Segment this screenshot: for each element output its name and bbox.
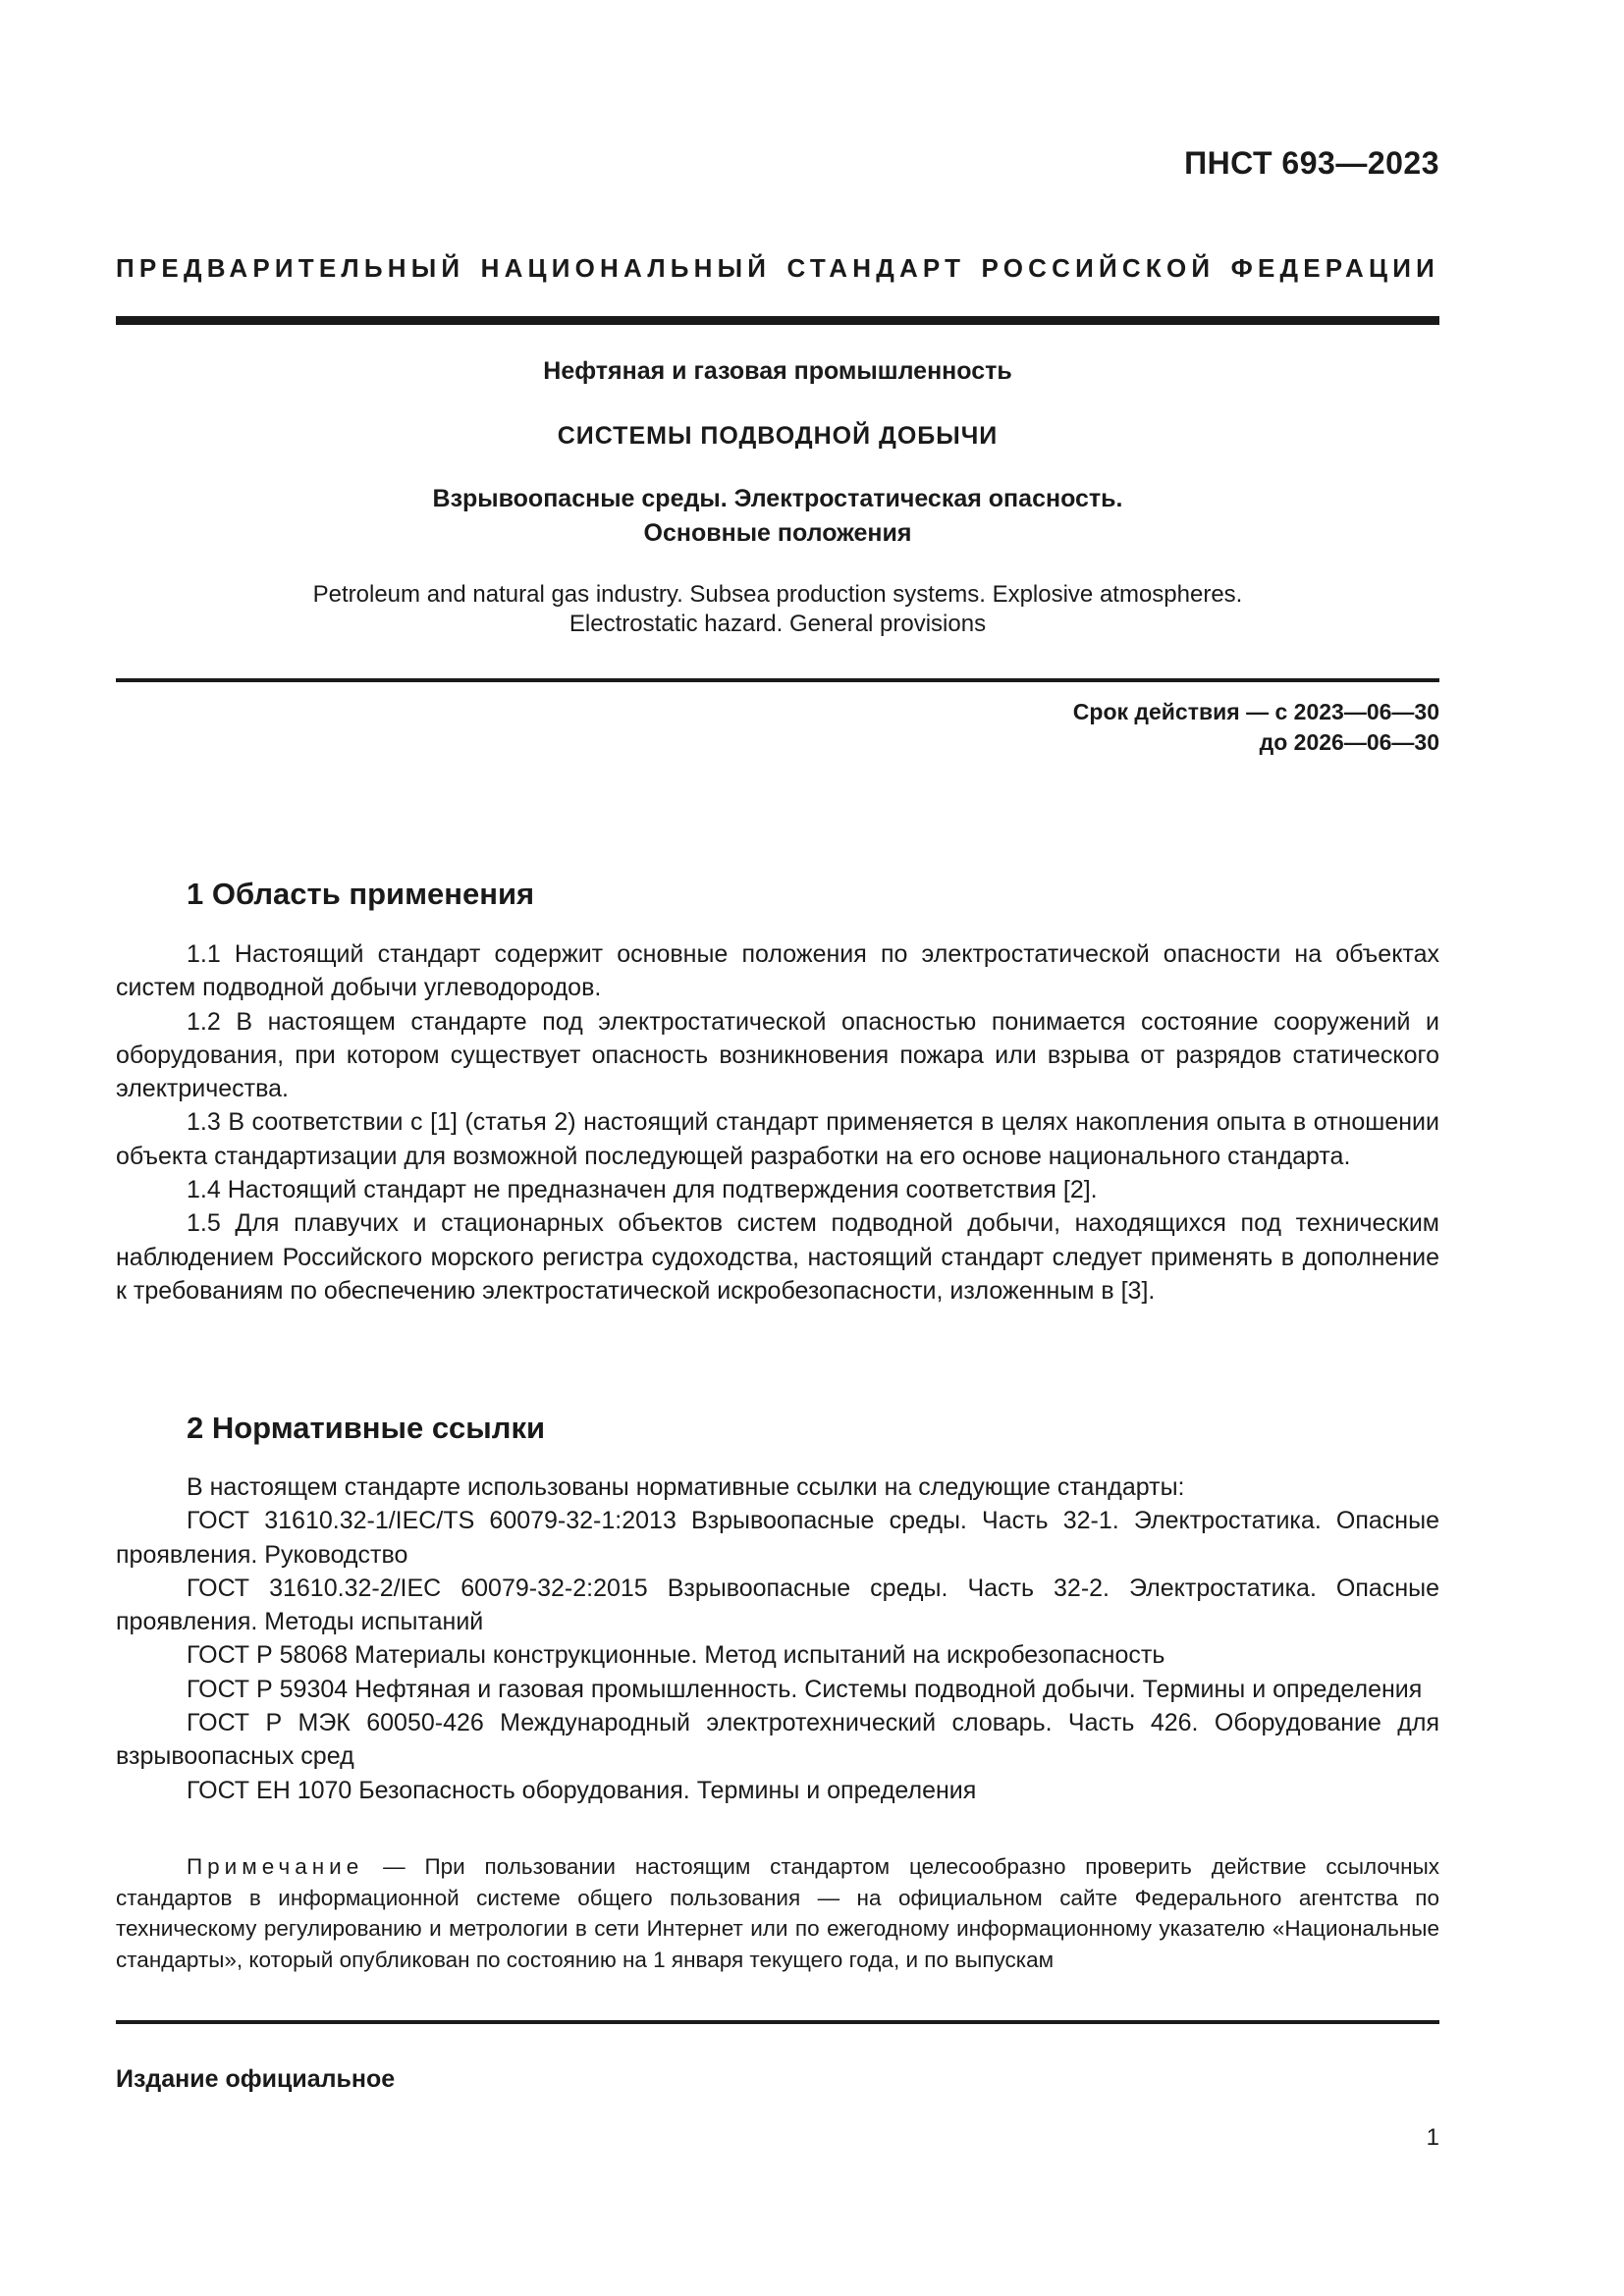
- paragraph-1-5: 1.5 Для плавучих и стационарных объектов систем подводной добычи, находящихся под техническим наблюдением Российского морского регистра судоходства, настоящий стандарт следует применять в дополнение к требованиям по обеспечению электростатической искробезопасности, изложенным в [3].: [116, 1209, 1439, 1305]
- edition-label: Издание официальное: [116, 2065, 396, 2093]
- normative-intro: В настоящем стандарте использованы нормативные ссылки на следующие стандарты:: [187, 1473, 1185, 1501]
- header-divider: [116, 316, 1439, 325]
- standard-type-header: ПРЕДВАРИТЕЛЬНЫЙ НАЦИОНАЛЬНЫЙ СТАНДАРТ РОССИЙСКОЙ ФЕДЕРАЦИИ: [116, 253, 1439, 283]
- industry-title: Нефтяная и газовая промышленность: [543, 357, 1012, 385]
- document-subtitle-line1: Взрывоопасные среды. Электростатическая опасность.: [432, 485, 1123, 512]
- validity-to: до 2026—06—30: [1259, 729, 1439, 755]
- title-divider: [116, 678, 1439, 682]
- paragraph-1-2: 1.2 В настоящем стандарте под электростатической опасностью понимается состояние сооружений и оборудования, при котором существует опасность возникновения пожара или взрыва от разрядов статического электричества.: [116, 1007, 1439, 1103]
- document-main-title: СИСТЕМЫ ПОДВОДНОЙ ДОБЫЧИ: [557, 422, 999, 450]
- validity-from: Срок действия — с 2023—06—30: [1072, 699, 1439, 724]
- english-title-line1: Petroleum and natural gas industry. Subsea production systems. Explosive atmospheres.: [312, 581, 1243, 608]
- note-label: Примечание: [187, 1854, 364, 1879]
- paragraph-1-4: 1.4 Настоящий стандарт не предназначен для подтверждения соответствия [2].: [187, 1176, 1098, 1204]
- normative-ref: ГОСТ Р 58068 Материалы конструкционные. Метод испытаний на искробезопасность: [187, 1641, 1165, 1670]
- section-2-title: 2 Нормативные ссылки: [187, 1411, 546, 1445]
- note-text: — При пользовании настоящим стандартом целесообразно проверить действие ссылочных стандартов в информационной системе общего пользования — на официальном сайте Федерального агентства по техническому регулированию и метрологии в сети Интернет или по ежегодному информационному указателю «Национальные стандарты», который опубликован по состоянию на 1 января текущего года, и по выпускам: [116, 1854, 1439, 1972]
- standard-code: ПНСТ 693—2023: [1184, 145, 1439, 181]
- normative-ref: ГОСТ Р МЭК 60050-426 Международный электротехнический словарь. Часть 426. Оборудование для взрывоопасных сред: [116, 1709, 1439, 1771]
- document-subtitle-line2: Основные положения: [643, 519, 912, 547]
- normative-ref: ГОСТ 31610.32-2/IEC 60079-32-2:2015 Взрывоопасные среды. Часть 32-2. Электростатика. Опасные проявления. Методы испытаний: [116, 1574, 1439, 1636]
- footer-divider: [116, 2020, 1439, 2024]
- normative-ref: ГОСТ Р 59304 Нефтяная и газовая промышленность. Системы подводной добычи. Термины и определения: [187, 1675, 1423, 1703]
- english-title-line2: Electrostatic hazard. General provisions: [568, 611, 987, 637]
- section-1-title: 1 Область применения: [187, 877, 535, 911]
- paragraph-1-1: 1.1 Настоящий стандарт содержит основные положения по электростатической опасности на объектах систем подводной добычи углеводородов.: [116, 940, 1439, 1002]
- note: [116, 1851, 1439, 1975]
- page-number: 1: [1426, 2124, 1439, 2151]
- section-2-body: [116, 1470, 1439, 1807]
- section-1-body: [116, 937, 1439, 1308]
- normative-ref: ГОСТ 31610.32-1/IEC/TS 60079-32-1:2013 Взрывоопасные среды. Часть 32-1. Электростатика. Опасные проявления. Руководство: [116, 1507, 1439, 1569]
- paragraph-1-3: 1.3 В соответствии с [1] (статья 2) настоящий стандарт применяется в целях накопления опыта в отношении объекта стандартизации для возможной последующей разработки на его основе национального стандарта.: [116, 1108, 1439, 1170]
- normative-ref: ГОСТ ЕН 1070 Безопасность оборудования. Термины и определения: [187, 1776, 977, 1804]
